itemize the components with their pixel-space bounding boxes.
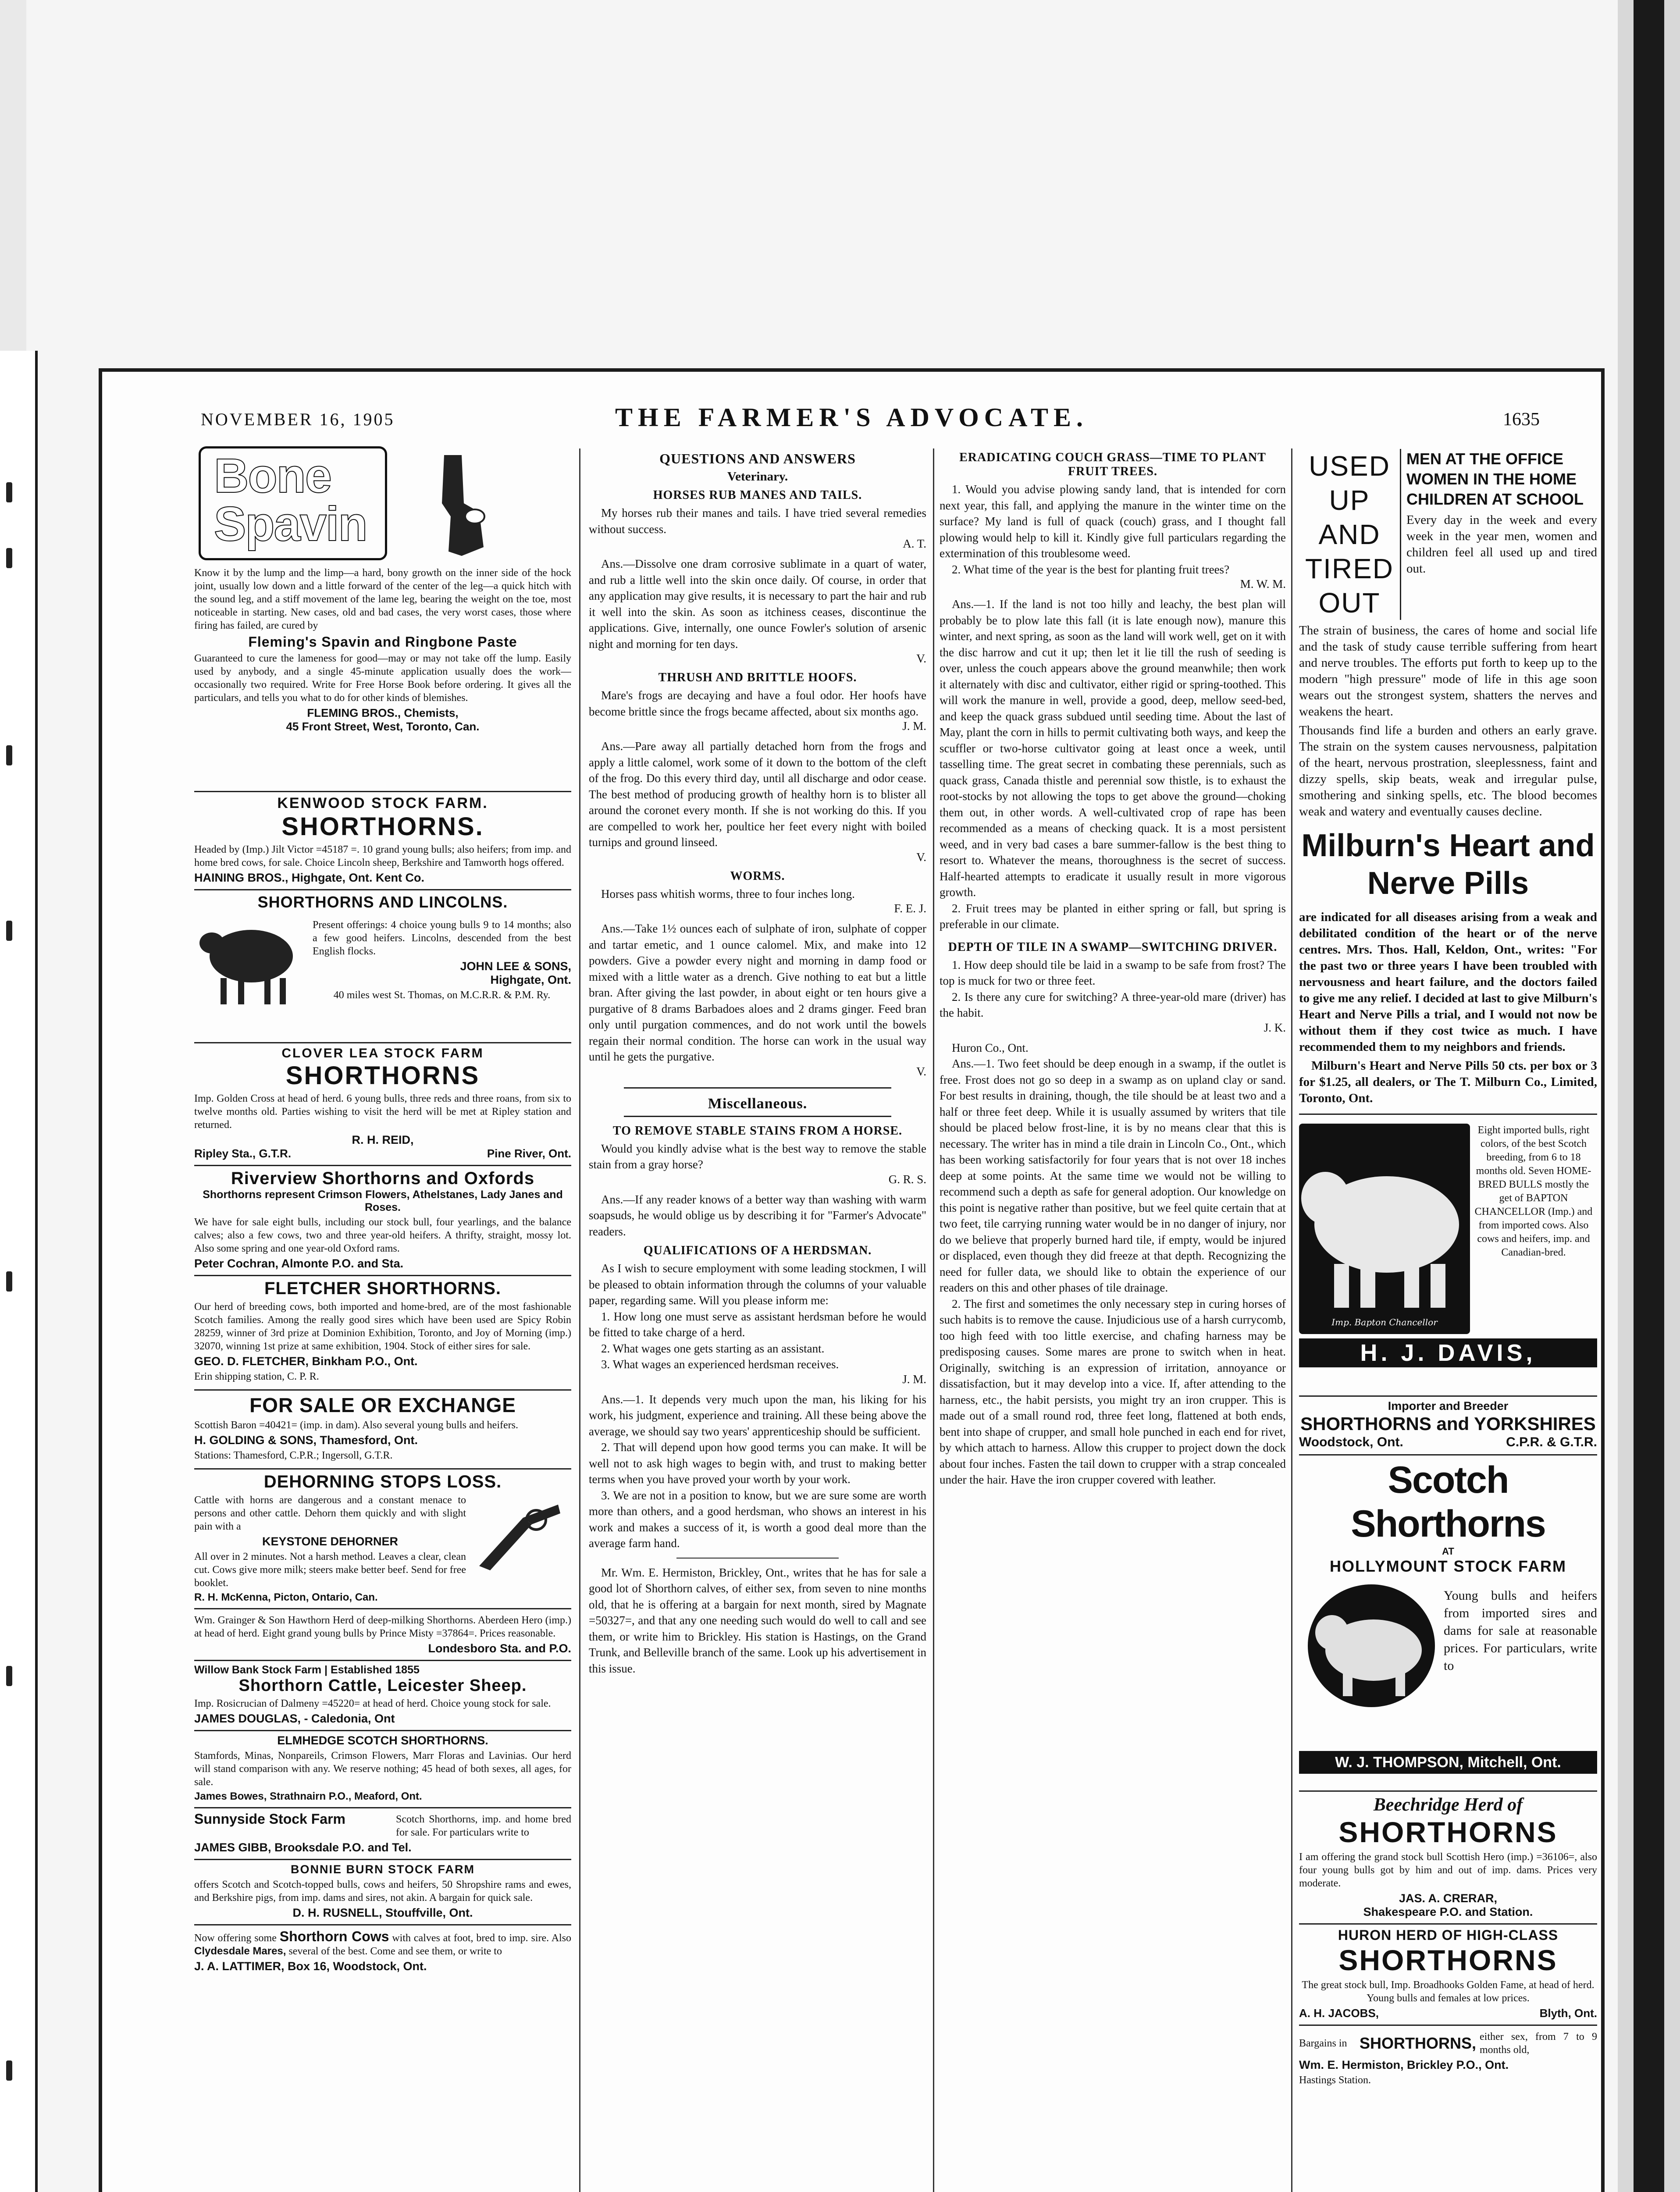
sliver-mark (6, 2060, 12, 2081)
article-title: QUALIFICATIONS OF A HERDSMAN. (643, 1244, 872, 1257)
ad-text: Young bulls and heifers from imported sires and dams for sale at reasonable prices. For particulars, write to (1444, 1588, 1597, 1673)
used-up-word: TIRED (1305, 553, 1394, 584)
sheep-illustration (199, 917, 304, 1013)
elmhedge-ad (194, 1731, 571, 1808)
article-title: ERADICATING COUCH GRASS—TIME TO PLANT FRUIT TREES. (959, 451, 1266, 478)
sliver-mark (6, 1271, 12, 1292)
sliver-mark (6, 1666, 12, 1686)
bone-spavin-title: Bone Spavin (214, 449, 367, 551)
ad-text: Eight imported bulls, right colors, of the best Scotch breeding, from 6 to 18 months old. Seven HOME-BRED BULLS mostly the get of BAPTON CHANCELLOR (Imp.) and from imported cows. Also cows and heifers, imp. and Canadian-bred. (1474, 1124, 1593, 1258)
questions-answers-column-2 (940, 446, 1286, 2192)
ad-price: Milburn's Heart and Nerve Pills 50 cts. per box or 3 for $1.25, all dealers, or The T. Milburn Co., Limited, Toronto, Ont. (1299, 1059, 1597, 1105)
used-up-word: UP (1329, 484, 1370, 516)
huron-herd-ad (1299, 1925, 1597, 2026)
ad-owner: GEO. D. FLETCHER, Binkham P.O., Ont. (194, 1355, 418, 1368)
section-divider (676, 1558, 839, 1559)
ad-owner: J. A. LATTIMER, Box 16, Woodstock, Ont. (194, 1960, 427, 1973)
riverview-ad (194, 1166, 571, 1276)
ad-text: Imp. Rosicrucian of Dalmeny =45220= at head of herd. Choice young stock for sale. (194, 1698, 551, 1709)
ad-text: Present offerings: 4 choice young bulls 9 to 14 months; also a few good heifers. Lincolns, descended from the best English flocks. (313, 919, 571, 957)
article-paragraph: 2. The first and sometimes the only necessary step in curing horses of such habits is to remove the cause. Injudicious use of a harsh currycomb, too high feed with too little exercise, and chafing harness may be predisposing causes. Some mares are prone to switch when in heat. Originally, switching is an expression of irritation, annoyance or dissatisfaction, but it may develop into a vice. If, after attending to the harness, etc., the habit persists, you might try an iron crupper. This is made out of a small round rod, three feet long, flattened at both ends, bent into shape of crupper, and small hole punched in each end for rivet, by which attach to harness. Allow this crupper to project down the dock about four inches. Fasten the tail down to crupper with a strap concealed under the hair. Have the iron crupper covered with leather. (940, 1297, 1286, 1486)
dehorner-illustration (470, 1500, 567, 1575)
article-paragraph: My horses rub their manes and tails. I have tried several remedies without success. (589, 506, 926, 536)
article-signature: F. E. J. (894, 902, 926, 915)
farm-name: KENWOOD STOCK FARM. (277, 795, 488, 811)
ad-station: Erin shipping station, C. P. R. (194, 1371, 319, 1382)
ad-text: The great stock bull, Imp. Broadhooks Golden Fame, at head of herd. Young bulls and females at low prices. (1302, 1979, 1595, 2004)
ad-headline: SHORTHORNS AND LINCOLNS. (257, 893, 508, 911)
for-sale-ad (194, 1391, 571, 1470)
ad-headline: MEN AT THE OFFICE WOMEN IN THE HOME CHILDREN AT SCHOOL (1406, 450, 1584, 508)
ad-location: 40 miles west St. Thomas, on M.C.R.R. & P.M. Ry. (333, 989, 551, 1001)
bone-spavin-ad (194, 446, 571, 792)
ad-headline-2: SHORTHORNS (1338, 1816, 1558, 1848)
bone-spavin-text-2: Guaranteed to cure the lameness for good—may or may not take off the lump. Easily used by anybody, and a single 45-minute application usually does the work—occasionally two required. Write for Free Horse Book before ordering. It gives all the particulars, and tells you what to do for other kinds of blemishes. (194, 653, 571, 704)
ad-text: Headed by (Imp.) Jilt Victor =45187 =. 10 grand young bulls; also heifers; from imp. and home bred cows, for sale. Choice Lincoln sheep, Berkshire and Tamworth hogs offered. (194, 844, 571, 868)
bonnie-burn-ad (194, 1860, 571, 1925)
article-paragraph: 2. What wages one gets starting as an assistant. (601, 1342, 825, 1355)
issue-date: NOVEMBER 16, 1905 (201, 409, 395, 429)
article-paragraph: 1. How deep should tile be laid in a swamp to be safe from frost? The top is muck for two or three feet. (940, 958, 1286, 987)
ad-headline: FLETCHER SHORTHORNS. (264, 1279, 501, 1298)
ad-station: Hastings Station. (1299, 2075, 1371, 2086)
ad-owner: JAMES DOUGLAS, - Caledonia, Ont (194, 1712, 395, 1725)
fletcher-ad (194, 1276, 571, 1391)
ad-headline-2: SHORTHORNS (1338, 1944, 1558, 1976)
article-paragraph: Huron Co., Ont. (952, 1041, 1029, 1054)
ad-headline: SHORTHORNS and YORKSHIRES (1300, 1413, 1596, 1434)
article-paragraph: Ans.—Pare away all partially detached horn from the frogs and apply a little calomel, work some of it down to the bottom of the cleft of the frog. Do this every third day, until all discharge and odor cease. The best method of producing growth of healthy horn is to blister all around the coronet every month. If she is not working do this. If you are compelled to work her, poultice her feet every night with boiled turnips and ground linseed. (589, 740, 926, 849)
ad-text-2: with calves at foot, bred to imp. sire. Also (392, 1932, 571, 1944)
article-signature: A. T. (903, 537, 926, 550)
ad-text-2: All over in 2 minutes. Not a harsh method. Leaves a clear, clean cut. Cows give more milk; steers make better beef. Send for free booklet. (194, 1551, 466, 1589)
ad-place: Shakespeare P.O. and Station. (1363, 1905, 1533, 1918)
article-title: TO REMOVE STABLE STAINS FROM A HORSE. (612, 1124, 903, 1138)
used-up-panel (1299, 449, 1401, 620)
ad-text-3: several of the best. Come and see them, or write to (288, 1946, 502, 1957)
section-divider (624, 1087, 891, 1089)
article-paragraph: Ans.—Dissolve one dram corrosive sublimate in a quart of water, and rub a little well into the skin once daily. Of course, in order that any application may give results, it is necessary to part the hair and rub it well into the skin. As soon as itchiness ceases, discontinue the applications. Give, internally, one ounce Fowler's solution of arsenic night and morning for ten days. (589, 557, 926, 651)
article-title: HORSES RUB MANES AND TAILS. (653, 488, 862, 502)
article-paragraph: Ans.—1. Two feet should be deep enough in a swamp, if the outlet is free. Frost does not go so deep in a swamp as on upland clay or sand. For best results in draining, though, the tile should be at least two and a half or three feet deep. While it is usually assumed by writers that tile should be placed below frost-line, it is by no means clear that this is necessary. The writer has in mind a tile drain in Lincoln Co., Ont., which has been working satisfactorily for four years that is not over 18 inches deep at some points. At the same time we would not be willing to recommend such a depth as safe for general adoption. Our knowledge on this point is negative rather than positive, but we feel quite certain that at two feet, tile carrying running water would be in no danger of injury, nor do we believe that properly burned hard tile, if empty, would be injured or displaced, even though they did freeze at that depth. Recognizing the need for fuller data, we should like to obtain the experience of our readers on this and other phases of tile drainage. (940, 1057, 1286, 1294)
ad-text: Our herd of breeding cows, both imported and home-bred, are of the most fashionable Scotch families. Among the really good sires which have been used are Spicy Robin 28259, winner of 3rd prize at Dominion Exhibition, Toronto, and Joy of Morning (imp.) 32070, winning 1st prize at same exhibition, 1904. Stock of either sires for sale. (194, 1301, 571, 1352)
heart-nerve-pills-ad (1299, 446, 1597, 1115)
ad-place: Londesboro Sta. and P.O. (428, 1642, 571, 1655)
ad-owner: James Bowes, Strathnairn P.O., Meaford, Ont. (194, 1790, 422, 1802)
davis-ad-details (1299, 1397, 1597, 1455)
farm-name: HOLLYMOUNT STOCK FARM (1329, 1557, 1566, 1575)
used-up-word: AND (1318, 519, 1381, 550)
ad-text: are indicated for all diseases arising from a weak and debilitated condition of the heart or of the nerve centres. Mrs. Thos. Hall, Keldon, Ont., writes: "For the past two or three years I have been troubled with nervousness and heart failure, and the doctors failed to give me any relief. I decided at last to give Milburn's Heart and Nerve Pills a trial, and I would not now be without them if they cost twice as much. I have recommended them to my neighbors and friends. (1299, 910, 1597, 1054)
masthead (102, 372, 1601, 438)
ad-owner: JOHN LEE & SONS, (460, 960, 571, 973)
beechridge-ad (1299, 1792, 1597, 1925)
column-rule (1291, 448, 1292, 2192)
article-title: WORMS. (730, 869, 785, 883)
article-paragraph: Mr. Wm. E. Hermiston, Brickley, Ont., writes that he has for sale a good lot of Shorthorn calves, of either sex, from seven to nine months old, that he is offering at a bargain for next month, sired by Magnate =50327=, and that any one needing such would do well to call and see them, or write him to Brickley. His station is Hastings, on the Grand Trunk, and Belleville branch of the same. Look up his advertisement in this issue. (589, 1566, 926, 1675)
previous-page-sliver (0, 351, 38, 2192)
ad-place: Pine River, Ont. (487, 1147, 571, 1160)
ad-headline: BONNIE BURN STOCK FARM (290, 1863, 475, 1876)
article-paragraph: Ans.—1. It depends very much upon the man, his liking for his work, his judgment, experience and training. All these being above the average, we should say two years' apprenticeship should be sufficient. (589, 1392, 926, 1438)
article-signature: V. (916, 1064, 926, 1078)
article-paragraph: Would you kindly advise what is the best way to remove the stable stain from a gray horse? (589, 1142, 926, 1171)
ad-owner: JAMES GIBB, Brooksdale P.O. and Tel. (194, 1841, 412, 1854)
ad-owner: HAINING BROS., Highgate, Ont. Kent Co. (194, 871, 424, 884)
ad-text: Stamfords, Minas, Nonpareils, Crimson Flowers, Marr Floras and Lavinias. Our herd will stand comparison with any. We reserve nothing; 45 head of both sexes, all ages, for sale. (194, 1750, 571, 1788)
ad-text: Scotch Shorthorns, imp. and home bred for sale. For particulars write to (396, 1814, 571, 1838)
article-paragraph: 3. We are not in a position to know, but we are sure some are worth more than others, and a good herdsman, who shows an interest in his work and makes a success of it, is worth a good deal more than the average farm hand. (589, 1488, 926, 1550)
used-up-word: USED (1309, 450, 1390, 482)
photo-caption: Imp. Bapton Chancellor (1331, 1317, 1438, 1327)
article-paragraph: 2. That will depend upon how good terms you can make. It will be well not to ask high wages to begin with, and trust to making better terms when you have proved your worth by your work. (589, 1441, 926, 1486)
article-signature: G. R. S. (888, 1172, 926, 1186)
article-paragraph: Ans.—1. If the land is not too hilly and leachy, the best plan will probably be to plow late this fall (it is late enough now), manure this winter, and next spring, as soon as the land will work well, get on it with the disc harrow and cut it up; then let it lie till the rush of seeding is over, unless the couch appears above the ground meanwhile; then work it alternately with disc and cultivator, either rigid or spring-toothed. This will work the manure in well, provide a good, deep, mellow seed-bed, and keep the quack grass subdued until seeding time. About the last of May, plant the corn in hills to permit cultivating both ways, and keep the scuffler or two-horse cultivator going at least once a week, until tasselling time. The great secret in combating these perennials, such as quack grass, Canada thistle and perennial sow thistle, is to exhaust the root-stocks by not allowing the tops to get above the ground—choking them out, in other words. A well-cultivated crop of rape has been recommended as a means of checking quack. It is a most persistent weed, and in very bad cases a bare summer-fallow is the best thing to resort to. Whatever the means, thoroughness is the secret of success. Half-hearted attempts to eradicate it usually result in more vigorous growth. (940, 598, 1286, 899)
ad-headline-2: Clydesdale Mares, (194, 1945, 286, 1957)
section-divider (624, 1116, 891, 1117)
ad-headline: HURON HERD OF HIGH-CLASS (1338, 1927, 1559, 1943)
maker: FLEMING BROS., Chemists, (307, 706, 459, 719)
ad-text: I am offering the grand stock bull Scottish Hero (imp.) =36106=, also four young bulls got by him and out of imp. dams. Prices very moderate. (1299, 1851, 1597, 1889)
hermiston-ad (1299, 2026, 1597, 2093)
article-paragraph: 2. Fruit trees may be planted in either spring or fall, but spring is preferable in our climate. (940, 901, 1286, 931)
ad-text-2: either sex, from 7 to 9 months old, (1480, 2031, 1597, 2056)
ad-text: Bargains in (1299, 2038, 1347, 2049)
ad-headline: Beechridge Herd of (1373, 1795, 1523, 1815)
dehorning-ad (194, 1470, 571, 1609)
ad-headline: FOR SALE OR EXCHANGE (249, 1394, 516, 1416)
ad-text: Now offering some (194, 1932, 277, 1944)
ad-headline: ELMHEDGE SCOTCH SHORTHORNS. (277, 1734, 488, 1747)
article-paragraph: 2. What time of the year is the best for planting fruit trees? (952, 562, 1230, 576)
cow-illustration (1308, 1584, 1435, 1707)
article-paragraph: Ans.—If any reader knows of a better way than washing with warm soapsuds, he would oblige us by describing it for "Farmer's Advocate" readers. (589, 1192, 926, 1238)
article-paragraph: As I wish to secure employment with some leading stockmen, I will be pleased to obtain information through the columns of your valuable paper, regarding same. Will you please inform me: (589, 1262, 926, 1307)
ad-owner: R. H. REID, (352, 1133, 414, 1146)
sliver-mark (6, 482, 12, 502)
questions-answers-column (589, 446, 926, 2192)
ad-headline: Sunnyside Stock Farm (194, 1811, 345, 1827)
maker-address: 45 Front Street, West, Toronto, Can. (286, 720, 480, 733)
article-paragraph: Ans.—Take 1½ ounces each of sulphate of iron, sulphate of copper and tartar emetic, and 1 ounce calomel. Mix, and make into 12 powders. Give a powder every night and morning in damp food or mixed with a little water as a drench. Give nothing to eat but a little bran. After giving the last powder, in about eight or ten hours give a purgative of 8 drams Barbadoes aloes and 2 drams ginger. Feed bran only until purgation commences, and do not work until the bowels regain their normal condition. The horse can work in the usual way until he gets the purgative. (589, 922, 926, 1063)
ad-subheading: Shorthorns represent Crimson Flowers, Athelstanes, Lady Janes and Roses. (203, 1189, 563, 1213)
ad-text: Imp. Golden Cross at head of herd. 6 young bulls, three reds and three roans, from six to twelve months old. Parties wishing to visit the herd will be met at Ripley station and returned. (194, 1093, 571, 1131)
bone-spavin-text: Know it by the lump and the limp—a hard, bony growth on the inner side of the hock joint, usually low down and a little forward of the center of the leg—a quick hitch with the sound leg, and a stiff movement of the lame leg, bearing the weight on the toe, most noticeable in starting. New cases, old and bad cases, the very worst cases, those where firing has failed, are cured by (194, 567, 571, 631)
article-paragraph: 3. What wages an experienced herdsman receives. (601, 1358, 839, 1371)
product-name: KEYSTONE DEHORNER (262, 1535, 399, 1548)
ad-at: AT (1442, 1546, 1454, 1557)
advertisement-column (194, 446, 571, 2192)
ad-headline: SHORTHORNS (285, 1061, 480, 1090)
article-signature: J. K. (1264, 1021, 1286, 1034)
ad-text: Thousands find life a burden and others an early grave. The strain on the system causes nervousness, palpitation of the heart, nervous prostration, sleeplessness, faint and dizzy spells, skip beats, weak and irregular pulse, smothering and sinking spells, etc. The blood becomes weak and watery and eventually causes decline. (1299, 723, 1597, 818)
bull-illustration (1299, 1124, 1470, 1334)
ad-text: Every day in the week and every week in the year men, women and children feel all used up and tired out. (1406, 513, 1597, 576)
article-signature: J. M. (902, 719, 926, 733)
ad-text: Cattle with horns are dangerous and a constant menace to persons and other cattle. Dehorn them quickly and with slight pain with a (194, 1495, 466, 1532)
ad-text: The strain of business, the cares of home and social life and the task of study cause terrible suffering from heart and nerve troubles. The efforts put forth to keep up to the modern "high pressure" mode of life in this age soon wears out the strongest system, shatters the nerves and weakens the heart. (1299, 623, 1597, 719)
davis-ad (1299, 1115, 1597, 1397)
product-name: Milburn's Heart and Nerve Pills (1301, 828, 1595, 901)
cow-photo (1308, 1584, 1435, 1707)
article-title: DEPTH OF TILE IN A SWAMP—SWITCHING DRIVER. (948, 940, 1278, 954)
sunnyside-ad (194, 1808, 571, 1860)
sliver-mark (6, 745, 12, 765)
section-subheading: Veterinary. (727, 470, 788, 484)
ad-owner: R. H. McKenna, Picton, Ontario, Can. (194, 1591, 378, 1603)
grainger-ad (194, 1609, 571, 1661)
article-signature: J. M. (902, 1372, 926, 1386)
article-paragraph: 1. How long one must serve as assistant herdsman before he would be fitted to take charge of a herd. (589, 1310, 926, 1339)
ad-headline: Scotch Shorthorns (1351, 1459, 1545, 1545)
column-rule (933, 448, 934, 2192)
newspaper-page (99, 368, 1605, 2192)
ad-railway: C.P.R. & G.T.R. (1506, 1435, 1597, 1449)
scotch-shorthorns-ad (1299, 1455, 1597, 1792)
ad-owner: JAS. A. CRERAR, (1399, 1892, 1498, 1905)
article-paragraph: 2. Is there any cure for switching? A three-year-old mare (driver) has the habit. (940, 990, 1286, 1019)
clover-lea-ad (194, 1043, 571, 1166)
lattimer-ad (194, 1925, 571, 1978)
ad-subheading: Importer and Breeder (1388, 1399, 1509, 1413)
ad-place: Woodstock, Ont. (1299, 1435, 1403, 1449)
willow-bank-ad (194, 1661, 571, 1731)
article-signature: V. (916, 652, 926, 665)
scanner-black-bar (1634, 0, 1664, 2192)
article-paragraph: Horses pass whitish worms, three to four inches long. (601, 887, 855, 900)
display-ad-column (1299, 446, 1597, 2192)
ad-owner: Peter Cochran, Almonte P.O. and Sta. (194, 1257, 404, 1270)
article-paragraph: Mare's frogs are decaying and have a foul odor. Her hoofs have become brittle since the frogs became affected, about six months ago. (589, 689, 926, 718)
kenwood-ad (194, 792, 571, 890)
section-heading: QUESTIONS AND ANSWERS (659, 451, 856, 466)
section-heading: Miscellaneous. (708, 1095, 808, 1112)
column-rule (579, 448, 580, 2192)
sliver-mark (6, 921, 12, 941)
ad-owner: D. H. RUSNELL, Stouffville, Ont. (292, 1906, 473, 1919)
bone-spavin-logo (199, 446, 387, 560)
article-paragraph: 1. Would you advise plowing sandy land, that is intended for corn next year, this fall, and applying the manure in the winter time on the surface? My land is full of quack (couch) grass, and I thought fall plowing would help to kill it. Kindly give full particulars regarding the extermination of this troublesome weed. (940, 483, 1286, 560)
ad-text: Wm. Grainger & Son Hawthorn Herd of deep-milking Shorthorns. Aberdeen Hero (imp.) at head of herd. Eight grand young bulls by Prince Misty =37864=. Prices reasonable. (194, 1615, 571, 1639)
ad-text: offers Scotch and Scotch-topped bulls, cows and heifers, 50 Shropshire rams and ewes, and Berkshire pigs, from imp. dams and sires, not akin. A bargain for quick sale. (194, 1879, 571, 1904)
ad-text: Scottish Baron =40421= (imp. in dam). Also several young bulls and heifers. (194, 1420, 518, 1431)
farm-name: Willow Bank Stock Farm | Established 1855 (194, 1664, 420, 1676)
ad-owner: W. J. THOMPSON, Mitchell, Ont. (1299, 1751, 1597, 1774)
bull-photo (1299, 1124, 1470, 1334)
used-up-word: OUT (1318, 587, 1381, 619)
ad-station: Ripley Sta., G.T.R. (194, 1147, 292, 1160)
ad-owner: Wm. E. Hermiston, Brickley P.O., Ont. (1299, 2058, 1509, 2071)
farm-name: CLOVER LEA STOCK FARM (281, 1046, 484, 1060)
ad-place: Highgate, Ont. (490, 973, 571, 986)
ad-place: Blyth, Ont. (1539, 2007, 1597, 2020)
horse-leg-illustration (392, 451, 567, 560)
page-number: 1635 (1503, 409, 1540, 430)
article-title: THRUSH AND BRITTLE HOOFS. (658, 671, 857, 684)
newspaper-title: THE FARMER'S ADVOCATE. (615, 403, 1088, 432)
ad-headline: Shorthorn Cattle, Leicester Sheep. (238, 1676, 527, 1695)
sliver-mark (6, 548, 12, 568)
ad-text: We have for sale eight bulls, including our stock bull, four yearlings, and the balance calves; also a few cows, two and three year-old heifers. A thrifty, straight, mossy lot. Also some spring and one year-old Oxford rams. (194, 1217, 571, 1254)
product-name: Fleming's Spavin and Ringbone Paste (248, 634, 517, 650)
article-signature: M. W. M. (1240, 577, 1286, 591)
ad-owner: H. J. DAVIS, (1299, 1338, 1597, 1367)
ad-headline: DEHORNING STOPS LOSS. (263, 1472, 502, 1491)
ad-headline: SHORTHORNS, (1360, 2034, 1477, 2052)
ad-headline: SHORTHORNS. (281, 812, 484, 841)
ad-owner: H. GOLDING & SONS, Thamesford, Ont. (194, 1434, 418, 1447)
ad-headline: Shorthorn Cows (279, 1929, 389, 1944)
ad-stations: Stations: Thamesford, C.P.R.; Ingersoll, G.T.R. (194, 1450, 393, 1461)
ad-headline: Riverview Shorthorns and Oxfords (231, 1169, 535, 1188)
lincolns-ad (194, 890, 571, 1043)
ad-owner: A. H. JACOBS, (1299, 2007, 1379, 2020)
article-signature: V. (916, 850, 926, 864)
